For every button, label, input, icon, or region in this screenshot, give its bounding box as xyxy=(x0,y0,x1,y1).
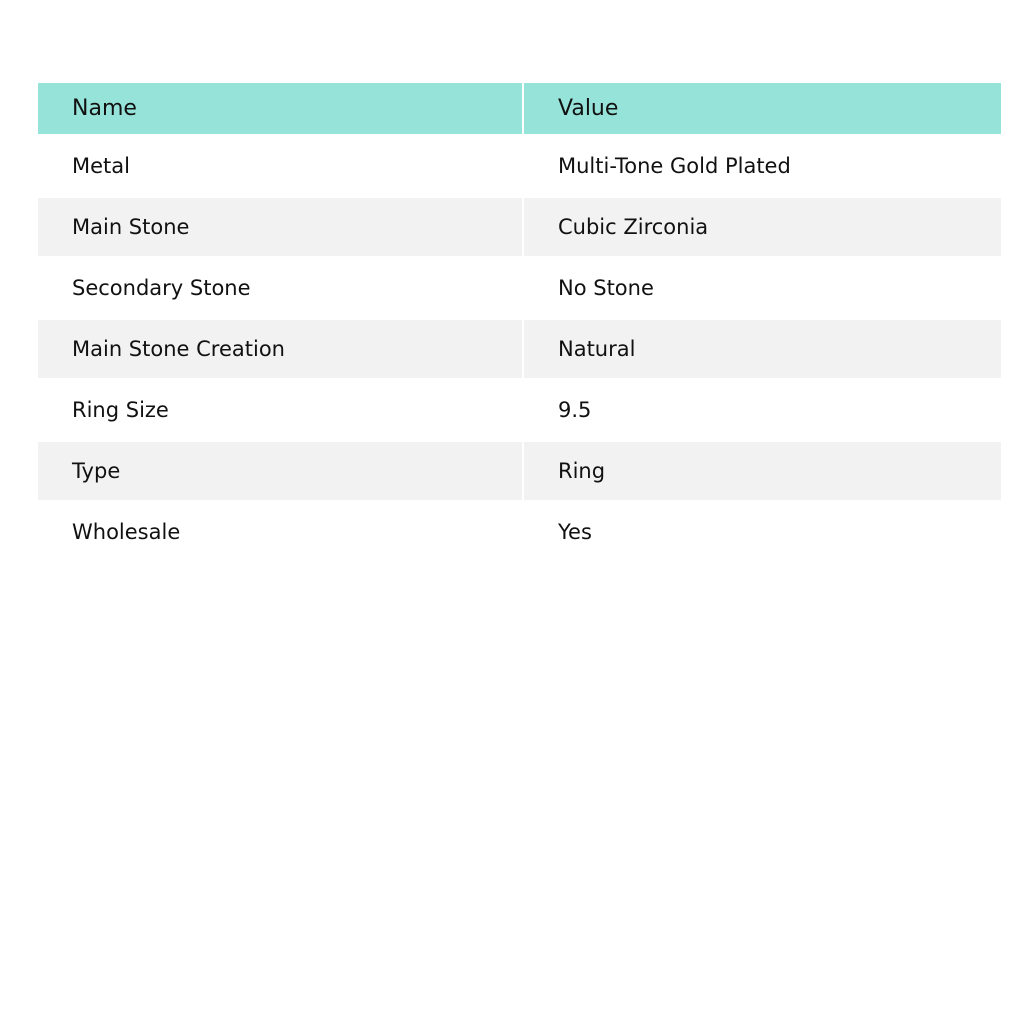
cell-name: Wholesale xyxy=(38,500,523,564)
cell-value: Ring xyxy=(558,459,606,483)
table-row xyxy=(38,198,1001,256)
table-row xyxy=(38,320,1001,378)
table-row xyxy=(38,500,1001,564)
table-body xyxy=(38,134,1001,564)
column-header-value: Value xyxy=(558,96,619,121)
header-row xyxy=(38,83,1001,134)
table-row xyxy=(38,134,1001,198)
table-row xyxy=(38,442,1001,500)
cell-name: Secondary Stone xyxy=(38,256,523,320)
cell-name: Metal xyxy=(38,134,523,198)
table-row xyxy=(38,378,1001,442)
cell-name: Ring Size xyxy=(38,378,523,442)
cell-value: Natural xyxy=(558,337,636,361)
cell-value: No Stone xyxy=(558,276,654,300)
column-header-name: Name xyxy=(38,83,523,134)
cell-name: Main Stone Creation xyxy=(38,320,523,378)
table-row xyxy=(38,256,1001,320)
cell-name: Type xyxy=(38,442,523,500)
cell-value: Yes xyxy=(558,520,592,544)
cell-value: Cubic Zirconia xyxy=(558,215,709,239)
cell-name: Main Stone xyxy=(38,198,523,256)
spec-table xyxy=(38,83,1001,564)
cell-value: 9.5 xyxy=(558,398,592,422)
table-header xyxy=(38,83,1001,134)
cell-value: Multi-Tone Gold Plated xyxy=(558,154,791,178)
